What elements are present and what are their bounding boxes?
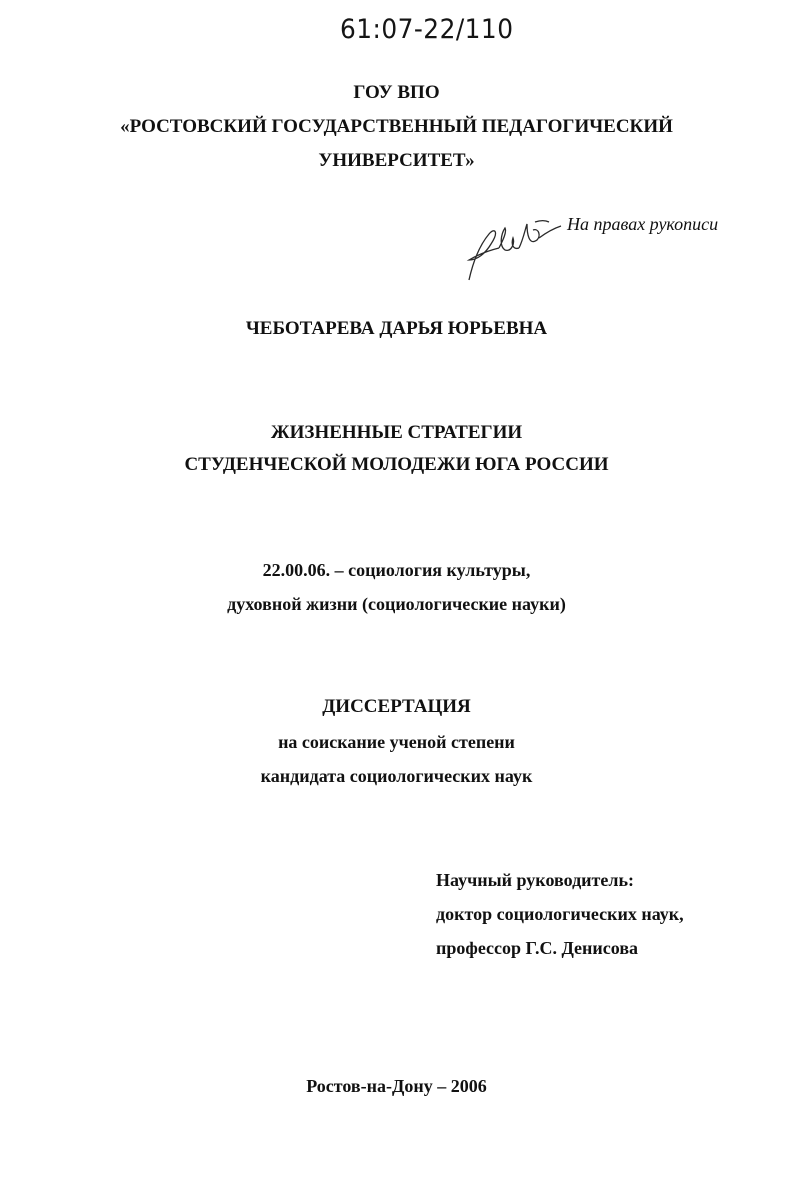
dissertation-title-line-1: ЖИЗНЕННЫЕ СТРАТЕГИИ	[270, 422, 523, 443]
work-type-line-2: кандидата социологических наук	[260, 766, 533, 786]
rights-note: На правах рукописи	[567, 214, 719, 234]
organization-line-1: ГОУ ВПО	[353, 82, 440, 103]
work-type-line-1: на соискание ученой степени	[278, 732, 515, 752]
specialty-line-2: духовной жизни (социологические науки)	[227, 594, 566, 614]
signature	[455, 210, 565, 285]
place-and-year: Ростов-на-Дону – 2006	[306, 1076, 487, 1096]
supervisor-name: профессор Г.С. Денисова	[436, 938, 639, 958]
supervisor-label: Научный руководитель:	[436, 870, 634, 890]
dissertation-title-line-2: СТУДЕНЧЕСКОЙ МОЛОДЕЖИ ЮГА РОССИИ	[184, 454, 609, 475]
organization-line-3: УНИВЕРСИТЕТ»	[318, 150, 475, 171]
organization-line-2: «РОСТОВСКИЙ ГОСУДАРСТВЕННЫЙ ПЕДАГОГИЧЕСКИЙ	[120, 116, 673, 137]
author-name: ЧЕБОТАРЕВА ДАРЬЯ ЮРЬЕВНА	[245, 318, 548, 339]
supervisor-degree: доктор социологических наук,	[436, 904, 684, 924]
catalog-number: 61:07-22/110	[340, 14, 514, 45]
work-type-heading: ДИССЕРТАЦИЯ	[322, 696, 471, 717]
specialty-line-1: 22.00.06. – социология культуры,	[262, 560, 531, 580]
